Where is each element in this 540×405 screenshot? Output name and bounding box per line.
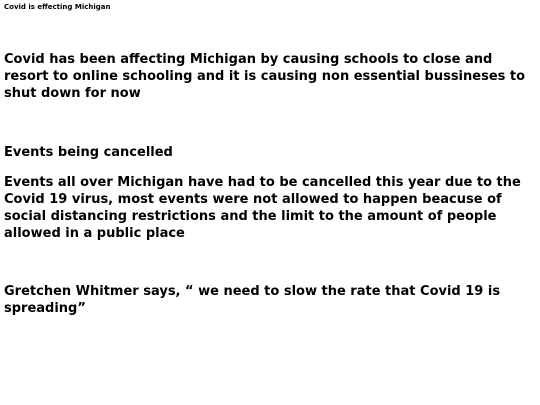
page-title: Covid is effecting Michigan (4, 3, 111, 11)
events-paragraph: Events all over Michigan have had to be cancelled this year due to the Covid 19 virus, most events were not allowed to happen beacuse of social distancing restrictions and the limit to the amount of people allowed in a public place (4, 175, 521, 241)
events-heading: Events being cancelled (4, 145, 173, 160)
quote-paragraph: Gretchen Whitmer says, “ we need to slow the rate that Covid 19 is spreading” (4, 284, 501, 316)
intro-paragraph: Covid has been affecting Michigan by causing schools to close and resort to online schooling and it is causing non essential bussineses to shut down for now (4, 52, 526, 101)
